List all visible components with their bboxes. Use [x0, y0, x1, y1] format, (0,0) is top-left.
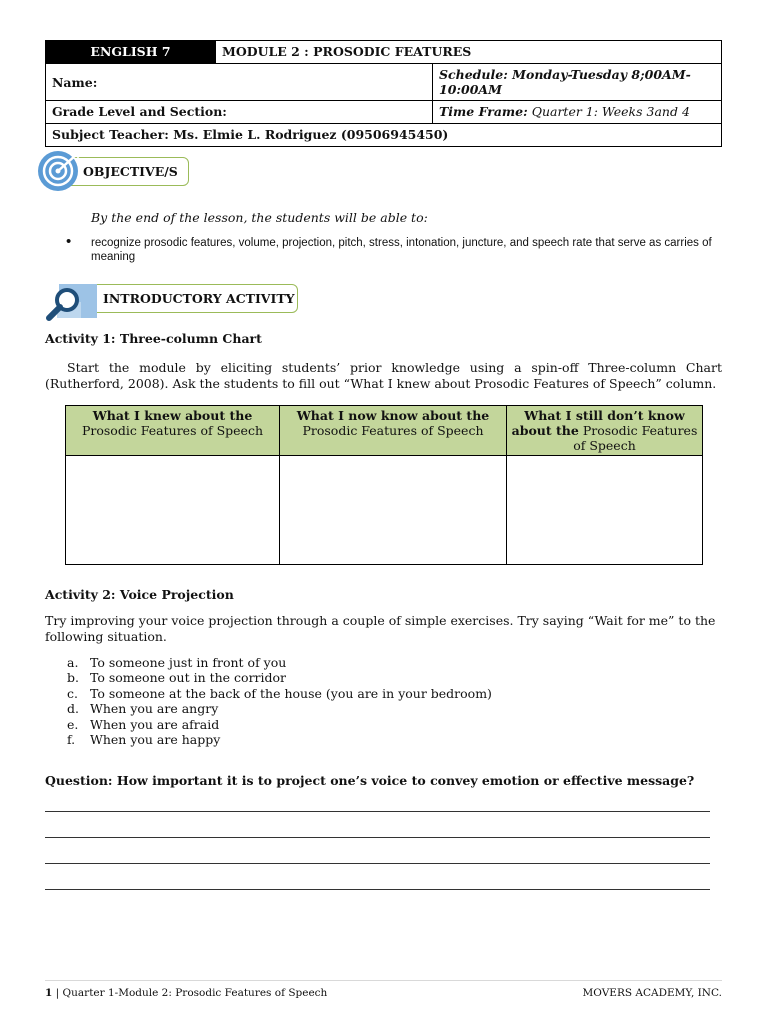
time-frame-value: Quarter 1: Weeks 3and 4 [531, 104, 690, 119]
chart-header-now-know [280, 406, 507, 456]
list-item [45, 686, 492, 701]
answer-line-3[interactable] [45, 863, 710, 864]
footer-separator: | [55, 987, 60, 999]
list-text: When you are afraid [90, 716, 220, 732]
list-marker: a. [67, 655, 79, 670]
schedule-cell: Schedule: Monday-Tuesday 8;00AM-10:00AM [433, 64, 722, 101]
list-item [45, 732, 492, 747]
answer-line-1[interactable] [45, 811, 710, 812]
situation-list [45, 655, 492, 747]
objective-bullet: recognize prosodic features, volume, projection, pitch, stress, intonation, juncture, and speech rate that serve as carries of meaning [91, 237, 712, 263]
page-footer [45, 980, 722, 999]
list-marker: b. [67, 670, 79, 686]
chart-header-knew [66, 406, 280, 456]
chart-header-knew-bold: What I knew about the [92, 408, 253, 423]
three-column-chart [65, 405, 703, 565]
target-icon [36, 150, 86, 192]
answer-line-2[interactable] [45, 837, 710, 838]
list-text: When you are angry [90, 701, 219, 717]
list-item [45, 655, 492, 670]
list-marker: d. [67, 701, 79, 717]
chart-header-now-know-normal: Prosodic Features of Speech [302, 423, 484, 438]
subject-cell: ENGLISH 7 [46, 41, 216, 64]
chart-header-still-bold: What I still don’t know about the [511, 408, 685, 438]
list-text: To someone just in front of you [90, 655, 287, 670]
list-marker: f. [67, 732, 76, 748]
answer-line-4[interactable] [45, 889, 710, 890]
intro-activity-badge [90, 284, 298, 313]
teacher-cell: Subject Teacher: Ms. Elmie L. Rodriguez (09506945450) [46, 124, 722, 147]
activity1-title: Activity 1: Three-column Chart [45, 331, 262, 346]
intro-activity-badge-label: INTRODUCTORY ACTIVITY [103, 291, 295, 306]
grade-cell: Grade Level and Section: [46, 101, 433, 124]
chart-header-now-know-bold: What I now know about the [296, 408, 490, 423]
chart-header-still-normal: Prosodic Features of Speech [573, 423, 698, 453]
bullet-dot: • [66, 233, 72, 250]
chart-header-still-dont-know [507, 406, 703, 456]
objective-intro: By the end of the lesson, the students will be able to: [91, 210, 428, 225]
chart-header-knew-normal: Prosodic Features of Speech [81, 423, 264, 438]
name-cell: Name: [46, 64, 433, 101]
activity2-text: Try improving your voice projection through a couple of simple exercises. Try saying “Wait for me” to the following situation. [45, 613, 716, 644]
time-frame-label: Time Frame: [439, 104, 528, 119]
module-cell: MODULE 2 : PROSODIC FEATURES [216, 41, 722, 64]
list-text: When you are happy [90, 732, 221, 748]
list-marker: c. [67, 685, 78, 701]
question: Question: How important it is to project one’s voice to convey emotion or effective message? [45, 773, 695, 788]
footer-left [45, 987, 327, 999]
page-number: 1 [45, 987, 53, 999]
list-item [45, 670, 492, 685]
header-table [45, 40, 722, 147]
time-frame-cell [433, 101, 722, 124]
activity1-text: Start the module by eliciting students’ prior knowledge using a spin-off Three-column Chart (Rutherford, 2008). Ask the students to fill out “What I knew about Prosodic Features of Speech” column. [45, 360, 722, 391]
list-marker: e. [67, 716, 79, 732]
activity2-title: Activity 2: Voice Projection [45, 587, 234, 602]
list-item [45, 701, 492, 716]
list-text: To someone at the back of the house (you are in your bedroom) [90, 685, 492, 701]
footer-module: Quarter 1-Module 2: Prosodic Features of Speech [62, 987, 328, 999]
objective-badge-label: OBJECTIVE/S [83, 164, 178, 179]
list-item [45, 717, 492, 732]
chart-cell-now-know[interactable] [280, 456, 507, 565]
chart-cell-still-dont-know[interactable] [507, 456, 703, 565]
magnifier-puzzle-icon [45, 282, 101, 324]
footer-publisher: MOVERS ACADEMY, INC. [582, 987, 722, 999]
chart-cell-knew[interactable] [66, 456, 280, 565]
list-text: To someone out in the corridor [90, 670, 287, 686]
